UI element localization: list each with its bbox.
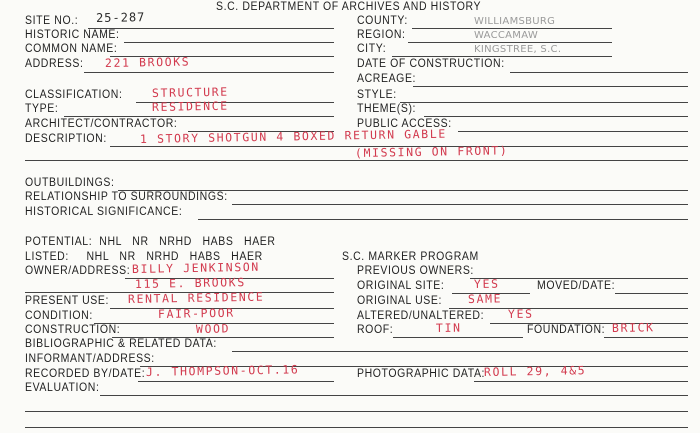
value-photographic: ROLL 29, 4&5 xyxy=(483,363,587,379)
label-marker-program: S.C. MARKER PROGRAM xyxy=(342,249,479,264)
label-altered: ALTERED/UNALTERED: xyxy=(357,308,485,323)
label-original-site: ORIGINAL SITE: xyxy=(357,278,445,293)
line-address xyxy=(84,72,334,73)
line-roof xyxy=(393,337,523,338)
label-foundation: FOUNDATION: xyxy=(527,322,606,337)
line-evaluation-3 xyxy=(25,427,688,428)
value-original-site: YES xyxy=(473,276,500,291)
label-recorded-by: RECORDED BY/DATE: xyxy=(25,366,146,381)
label-site-no: SITE NO.: xyxy=(25,13,79,28)
label-owner-address: OWNER/ADDRESS: xyxy=(25,263,131,278)
line-relationship xyxy=(232,204,688,205)
label-county: COUNTY: xyxy=(357,13,408,28)
line-recorded-by xyxy=(138,381,334,382)
line-photographic xyxy=(474,381,688,382)
label-description: DESCRIPTION: xyxy=(25,131,107,146)
label-previous-owners: PREVIOUS OWNERS: xyxy=(357,263,474,278)
label-construction: CONSTRUCTION: xyxy=(25,322,121,337)
value-recorded-by: J. THOMPSON-OCT.16 xyxy=(145,362,300,379)
line-bibliographic xyxy=(232,351,688,352)
label-roof: ROOF: xyxy=(357,322,394,337)
line-significance xyxy=(198,219,688,220)
label-bibliographic: BIBLIOGRAPHIC & RELATED DATA: xyxy=(25,336,217,351)
line-evaluation-2 xyxy=(25,411,688,412)
label-date-of-construction: DATE OF CONSTRUCTION: xyxy=(357,56,505,71)
value-present-use: RENTAL RESIDENCE xyxy=(127,289,265,306)
line-date-of-construction xyxy=(510,72,688,73)
line-themes xyxy=(424,116,688,117)
label-evaluation: EVALUATION: xyxy=(25,380,100,395)
line-public-access xyxy=(458,131,688,132)
label-historic-name: HISTORIC NAME: xyxy=(25,27,120,42)
label-informant: INFORMANT/ADDRESS: xyxy=(25,351,155,366)
line-style xyxy=(400,102,688,103)
value-owner-line-2: 115 E. BROOKS xyxy=(134,275,246,291)
line-foundation xyxy=(604,337,688,338)
label-present-use: PRESENT USE: xyxy=(25,293,110,308)
line-region xyxy=(408,42,612,43)
label-themes: THEME(S): xyxy=(357,101,417,116)
printed-county: WILLIAMSBURG xyxy=(474,16,556,27)
label-original-use: ORIGINAL USE: xyxy=(357,293,443,308)
value-foundation: BRICK xyxy=(611,320,655,335)
line-description-2 xyxy=(25,160,688,161)
label-type: TYPE: xyxy=(25,101,59,116)
line-historic-name xyxy=(124,42,334,43)
value-roof: TIN xyxy=(435,320,462,335)
label-region: REGION: xyxy=(357,27,406,42)
label-style: STYLE: xyxy=(357,87,397,102)
printed-city: KINGSTREE, S.C. xyxy=(474,44,562,55)
label-condition: CONDITION: xyxy=(25,308,93,323)
value-description-line-1: 1 STORY SHOTGUN 4 BOXED RETURN GABLE xyxy=(139,126,447,146)
value-description-line-2: (MISSING ON FRONT) xyxy=(354,143,509,160)
value-address: 221 BROOKS xyxy=(104,54,191,70)
printed-region: WACCAMAW xyxy=(474,30,539,41)
label-photographic: PHOTOGRAPHIC DATA: xyxy=(357,366,486,381)
value-original-use: SAME xyxy=(467,291,503,306)
line-original-use xyxy=(449,308,688,309)
line-site-no xyxy=(88,28,334,29)
line-acreage xyxy=(413,86,688,87)
value-type: RESIDENCE xyxy=(151,98,229,114)
value-owner-line-1: BILLY JENKINSON xyxy=(131,259,260,276)
label-architect: ARCHITECT/CONTRACTOR: xyxy=(25,116,178,131)
label-outbuildings: OUTBUILDINGS: xyxy=(25,175,115,190)
label-acreage: ACREAGE: xyxy=(357,71,417,86)
label-listed: LISTED: NHL NR NRHD HABS HAER xyxy=(25,249,263,264)
label-potential: POTENTIAL: NHL NR NRHD HABS HAER xyxy=(25,234,276,249)
line-county xyxy=(412,28,612,29)
line-evaluation xyxy=(100,395,688,396)
label-relationship: RELATIONSHIP TO SURROUNDINGS: xyxy=(25,189,228,204)
label-common-name: COMMON NAME: xyxy=(25,41,118,56)
value-condition: FAIR-POOR xyxy=(157,305,235,321)
label-significance: HISTORICAL SIGNIFICANCE: xyxy=(25,204,183,219)
label-public-access: PUBLIC ACCESS: xyxy=(357,116,452,131)
form-header-title: S.C. DEPARTMENT OF ARCHIVES AND HISTORY xyxy=(216,0,482,14)
value-site-no: 25-287 xyxy=(95,10,146,25)
line-moved-date xyxy=(615,293,688,294)
label-city: CITY: xyxy=(357,41,387,56)
value-classification: STRUCTURE xyxy=(151,84,229,100)
value-altered: YES xyxy=(507,306,534,321)
label-moved-date: MOVED/DATE: xyxy=(537,278,616,293)
value-construction: WOOD xyxy=(195,321,231,336)
label-classification: CLASSIFICATION: xyxy=(25,87,123,102)
label-address: ADDRESS: xyxy=(25,56,84,71)
